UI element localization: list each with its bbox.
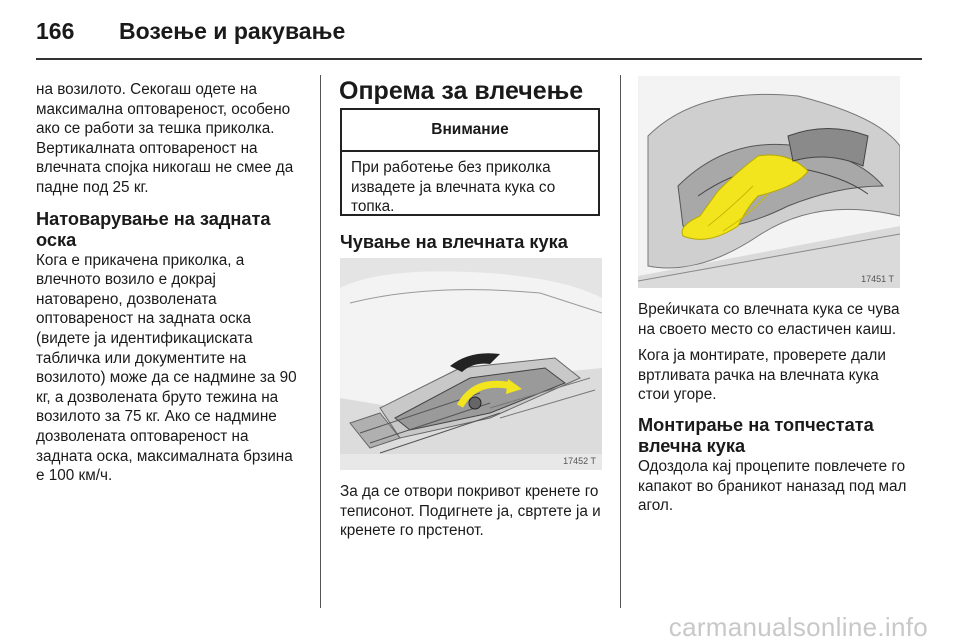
column-left — [36, 80, 306, 486]
warning-text: При работење без приколка извадете ја влечната кука со топка. — [351, 159, 556, 216]
trunk-floor-illustration — [340, 258, 602, 470]
mounting-paragraph: Одоздола кај процепите повлечете го капакот во браникот наназад под мал агол. — [638, 457, 907, 515]
column-divider-2 — [620, 75, 621, 608]
hitch-bag-drawing — [638, 76, 900, 288]
bag-paragraph: Вреќичката со влечната кука се чува на своето место со еластичен каиш. — [638, 301, 900, 338]
page-header-title: Возење и ракување — [119, 18, 346, 44]
hitch-bag-illustration — [638, 76, 900, 288]
storage-caption: За да се отвори покривот кренете го теписонот. Подигнете ја, свртете ја и кренете го прстенот. — [340, 483, 601, 540]
mounting-heading: Монтирање на топчестата влечна кука — [638, 414, 874, 456]
column-right — [638, 300, 908, 516]
section-title: Опрема за влечење — [339, 77, 584, 105]
warning-box — [340, 108, 600, 216]
header-rule — [36, 58, 922, 60]
column-divider-1 — [320, 75, 321, 608]
watermark: carmanualsonline.info — [668, 612, 928, 642]
intro-paragraph: на возилото. Секогаш одете на максимална оптовареност, особено ако се работи за тешка приколка. Вертикалната оптовареност на влечната спојка никогаш не смее да падне под 25 кг. — [36, 81, 294, 196]
page-number: 166 — [36, 18, 75, 44]
storage-heading: Чување на влечната кука — [340, 232, 568, 252]
rear-axle-heading: Натоварување на задната оска — [36, 208, 271, 250]
figure-code-2: 17451 T — [861, 274, 894, 284]
rear-axle-paragraph: Кога е прикачена приколка, а влечното возило е докрај натоварено, дозволената оптовареност на задната оска (видете ја идентификациската табличка или документите на возилото) може да се надмине за 90 кг, а дозволената бруто тежина на возилото за 75 кг. Ако се надмине дозволената оптовареност на задната оска, максималната брзина е 100 км/ч. — [36, 251, 297, 485]
trunk-floor-drawing — [340, 258, 602, 470]
mounting-check-paragraph: Кога ја монтирате, проверете дали вртливата рачка на влечната кука стои угоре. — [638, 347, 886, 404]
figure-code: 17452 T — [563, 456, 596, 466]
warning-title: Внимание — [342, 110, 598, 152]
